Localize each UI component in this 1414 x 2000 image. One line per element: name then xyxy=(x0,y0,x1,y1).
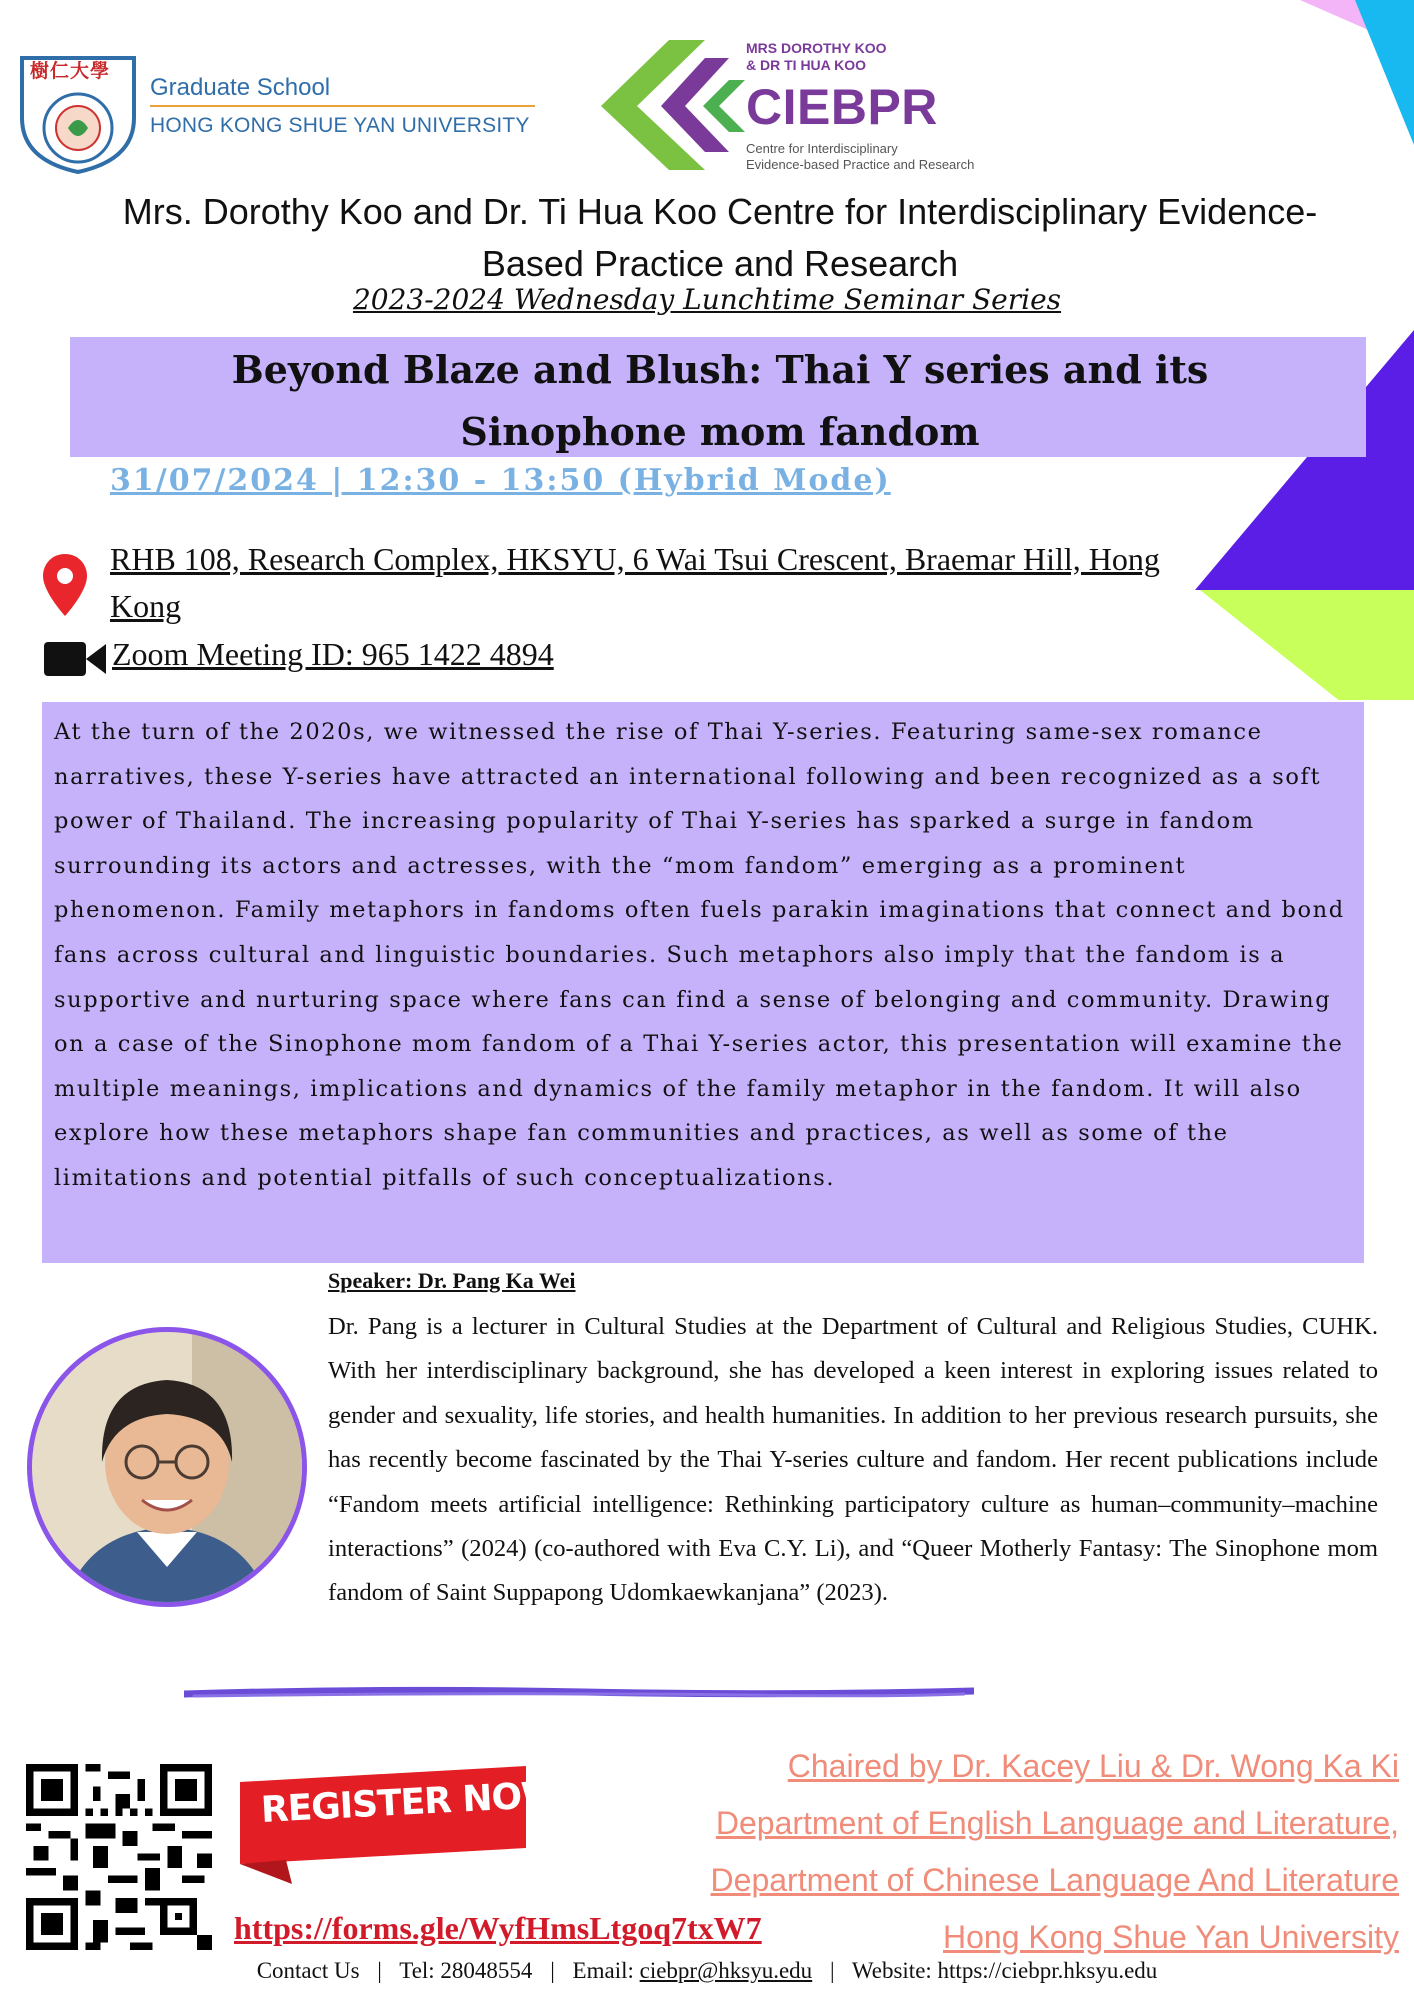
centre-title: Mrs. Dorothy Koo and Dr. Ti Hua Koo Centre for Interdisciplinary Evidence-Based Practice and Research xyxy=(122,191,1318,284)
zoom-meeting-id: Zoom Meeting ID: 965 1422 4894 xyxy=(112,636,554,672)
ciebpr-chevron-logo xyxy=(597,40,747,170)
contact-tel: Tel: 28048554 xyxy=(399,1958,533,1983)
chair-university[interactable]: Hong Kong Shue Yan University xyxy=(943,1919,1399,1955)
chair-department-chinese[interactable]: Department of Chinese Language And Literature xyxy=(710,1862,1399,1898)
hksyu-chinese-name: 樹仁大學 xyxy=(30,60,111,82)
register-now-label[interactable]: REGISTER NOW xyxy=(260,1774,561,1831)
separator: | xyxy=(377,1958,382,1983)
location-pin-icon xyxy=(40,552,90,618)
speaker-bio: Dr. Pang is a lecturer in Cultural Studies at the Department of Cultural and Religious Studies, CUHK. With her interdisciplinary background, she has developed a keen interest in exploring issues related to gender and sexuality, life stories, and health humanities. In addition to her previous research pursuits, she has recently become fascinated by the Thai Y-series culture and fandom. Her recent publications include “Fandom meets artificial intelligence: Rethinking participatory culture as human–community–machine interactions” (2024) (co-authored with Eva C.Y. Li), and “Queer Motherly Fantasy: The Sinophone mom fandom of Saint Suppapong Udomkaewkanjana” (2023). xyxy=(328,1313,1378,1607)
video-camera-icon xyxy=(44,640,106,678)
qr-code[interactable] xyxy=(26,1764,212,1950)
seminar-series-title: 2023-2024 Wednesday Lunchtime Seminar Series xyxy=(352,283,1062,316)
brush-divider xyxy=(184,1686,974,1700)
speaker-photo xyxy=(22,1322,312,1612)
chair-names[interactable]: Chaired by Dr. Kacey Liu & Dr. Wong Ka Ki xyxy=(787,1748,1399,1784)
contact-website[interactable]: Website: https://ciebpr.hksyu.edu xyxy=(851,1958,1158,1983)
chair-department-english[interactable]: Department of English Language and Literature, xyxy=(715,1805,1399,1841)
contact-email-label: Email: xyxy=(572,1958,634,1983)
contact-email[interactable]: ciebpr@hksyu.edu xyxy=(639,1958,813,1983)
seminar-title: Beyond Blaze and Blush: Thai Y series and its Sinophone mom fandom xyxy=(231,347,1209,454)
ciebpr-full-name-line1: Centre for Interdisciplinary xyxy=(746,141,898,156)
graduate-school-divider xyxy=(150,105,535,107)
ciebpr-full-name-line2: Evidence-based Practice and Research xyxy=(746,157,975,172)
separator: | xyxy=(550,1958,555,1983)
registration-link[interactable]: https://forms.gle/WyfHmsLtgoq7txW7 xyxy=(234,1910,762,1946)
ciebpr-donors xyxy=(746,40,896,74)
ciebpr-acronym: CIEBPR xyxy=(746,79,938,135)
abstract-text: At the turn of the 2020s, we witnessed the rise of Thai Y-series. Featuring same-sex romance narratives, these Y-series have attracted an international following and been recognized as a soft power of Thailand. The increasing popularity of Thai Y-series has sparked a surge in fandom surrounding its actors and actresses, with the “mom fandom” emerging as a prominent phenomenon. Family metaphors in fandoms often fuels parakin imaginations that connect and bond fans across cultural and linguistic boundaries. Such metaphors also imply that the fandom is a supportive and nurturing space where fans can find a sense of belonging and community. Drawing on a case of the Sinophone mom fandom of a Thai Y-series actor, this presentation will examine the multiple meanings, implications and dynamics of the family metaphor in the fandom. It will also explore how these metaphors shape fan communities and practices, as well as some of the limitations and potential pitfalls of such conceptualizations. xyxy=(54,719,1345,1191)
venue-address: RHB 108, Research Complex, HKSYU, 6 Wai Tsui Crescent, Braemar Hill, Hong Kong xyxy=(110,541,1160,624)
contact-footer xyxy=(0,1958,1414,1984)
seminar-datetime: 31/07/2024 | 12:30 - 13:50 (Hybrid Mode) xyxy=(110,463,891,498)
contact-label: Contact Us xyxy=(256,1958,360,1983)
separator: | xyxy=(829,1958,835,1983)
ciebpr-donors-text: MRS DOROTHY KOO & DR TI HUA KOO xyxy=(746,40,887,73)
speaker-label: Speaker: Dr. Pang Ka Wei xyxy=(328,1268,576,1293)
university-name: HONG KONG SHUE YAN UNIVERSITY xyxy=(150,114,530,137)
graduate-school-label: Graduate School xyxy=(150,74,331,101)
chair-info xyxy=(711,1738,1399,1966)
deco-lime-triangle xyxy=(1200,590,1414,700)
ciebpr-full-name xyxy=(746,141,974,173)
